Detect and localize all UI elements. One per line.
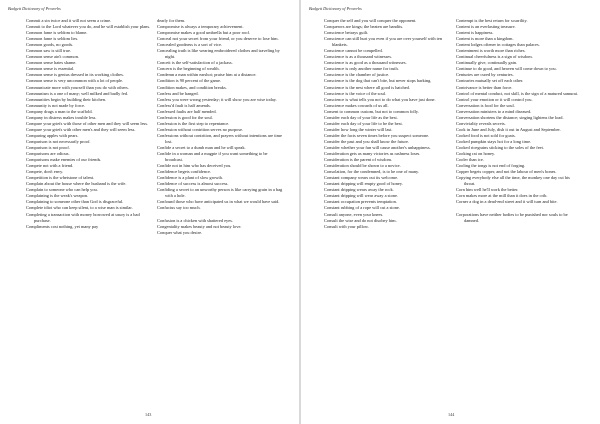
proverb-entry: Control of mental conduct, not skill, is the sign of a matured samurai. <box>456 90 579 96</box>
proverb-entry: Conscience makes cowards of us all. <box>324 102 389 108</box>
proverb-entry: Consideration is the parent of wisdom. <box>324 157 393 163</box>
proverb-entry: Complaining is the weak's weapon. <box>26 193 89 199</box>
proverb-entry: Conscience betrays guilt. <box>324 30 369 36</box>
page-number: 144 <box>448 412 455 417</box>
proverb-entry: dearly for them. <box>157 18 186 23</box>
proverb-entry: Continue to do good, and heaven will come down to you. <box>456 66 557 72</box>
proverb-entry: Constant company wears out its welcome. <box>324 175 399 181</box>
proverb-entry: Conceit is the self-satisfaction of a jackass. <box>157 60 233 66</box>
proverb-entry: Conquer the self and you will conquer the opponent. <box>324 18 417 23</box>
proverb-entry: Conversation is food for the soul. <box>456 102 515 108</box>
proverb-entry: Constant dripping wears away the rock. <box>324 187 394 193</box>
proverb-entry: Content is an everlasting treasure. <box>456 24 516 30</box>
proverb-entry: Consider each day of your life as the best. <box>324 114 398 120</box>
page-header: Badgett Dictionary of Proverbs <box>8 6 61 11</box>
proverb-entry: Centuries are cured by centuries. <box>456 72 514 78</box>
proverb-entry: Corn him well he'll work the better. <box>456 187 519 193</box>
proverb-entry: Complete idiot who can keep silent, to a wise man is similar. <box>26 205 133 211</box>
proverb-entry: Content is more than a kingdom. <box>456 36 514 42</box>
proverb-entry: Confide in a woman and a magpie if you want something to be broadcast. <box>157 151 268 163</box>
proverb-entry: Common sense ain't common. <box>26 54 79 60</box>
proverb-entry: Copper begets copper, and not the labour of men's bones. <box>456 169 557 175</box>
proverb-entry: Constant dripping will wear away a stone. <box>324 193 399 199</box>
proverb-entry: Company in distress makes trouble less. <box>26 114 97 120</box>
proverb-entry: Cooling the tongs is not end of forging. <box>456 163 526 169</box>
proverb-entry: Corn makes more at the mill than it does in the crib. <box>456 193 548 199</box>
proverb-entry: Consult with your pillow. <box>324 223 369 229</box>
proverb-entry: Congeniality makes beauty and not beauty love. <box>157 223 242 229</box>
proverb-entry: Consider each day of your life to be the best. <box>324 120 403 126</box>
proverb-entry: Contentment is worth more than riches. <box>456 48 526 54</box>
proverb-entry: Community is not made by force. <box>26 102 86 108</box>
proverb-entry: Confessions without contrition, and prayers without intentions are time lost. <box>157 132 282 144</box>
proverb-entry: Content is happiness. <box>456 30 494 36</box>
right-column-2 <box>456 18 582 224</box>
proverb-entry: Confessed faults are half mended. <box>157 108 217 114</box>
proverb-entry: Conscience is only another name for truth. <box>324 66 399 72</box>
proverb-entry: Confession is the first step to repentance. <box>157 120 230 126</box>
proverb-entry: Consent to common custom, but not to common folly. <box>324 108 419 114</box>
right-column-1 <box>324 18 450 230</box>
proverb-entry: Confound those who have anticipated us in what we would have said. <box>157 199 280 205</box>
proverb-entry: Confidence begets confidence. <box>157 169 212 175</box>
proverb-entry: Complain about the house where the husband is the wife. <box>26 181 127 187</box>
proverb-entry: Confusion is a chicken with shattered eyes. <box>157 217 233 223</box>
proverb-entry: Comparison is not necessarily proof. <box>26 138 91 144</box>
proverb-entry: Confiding a secret to an unworthy person is like carrying grain in a bag with a hole. <box>157 187 283 199</box>
proverb-entry: Conscience is as good as a thousand witnesses. <box>324 60 407 66</box>
proverb-entry: Content lodges oftener in cottages than palaces. <box>456 42 540 48</box>
proverb-entry: Conquerors are kings; the beaten are bandits. <box>324 24 404 30</box>
proverb-entry: Conviviality reveals secrets. <box>456 120 506 126</box>
proverb-entry: Constant occupation prevents temptation. <box>324 199 397 205</box>
proverb-entry: Confidence is a plant of slow growth. <box>157 175 223 181</box>
proverb-entry: Compete not with a friend. <box>26 163 74 169</box>
proverb-entry: Cooking rat on honey. <box>456 151 495 157</box>
proverb-entry: Conquer what you desire. <box>157 229 203 235</box>
proverb-entry: Conversation ministers to a mind diseased. <box>456 108 532 114</box>
proverb-entry: Compliments cost nothing, yet many pay <box>26 223 99 229</box>
proverb-entry: Comparisons make enemies of our friends. <box>26 157 102 163</box>
left-column-1 <box>26 18 152 230</box>
proverb-entry: Cook in June and July, dish it out in August and September. <box>456 126 561 132</box>
left-page <box>0 0 299 424</box>
proverb-entry: Contempt is the best return for scurrility. <box>456 18 528 23</box>
proverb-entry: Confess'd fault is half amends. <box>157 102 211 108</box>
proverb-entry: Condition is 90 percent of the game. <box>157 78 222 84</box>
page-header: Badgett Dictionary of Proverbs <box>309 6 362 11</box>
proverb-entry: Consideration gets as many victories as rashness loses. <box>324 151 421 157</box>
proverb-entry: Compromise makes a good umbrella but a poor roof. <box>157 30 251 36</box>
proverb-entry: Conscience cannot be compelled. <box>324 48 383 54</box>
proverb-entry: Conscience is the nest where all good is hatched. <box>324 84 410 90</box>
proverb-entry: Conscience is as a thousand witnesses. <box>324 54 393 60</box>
proverb-entry: Contrivance is better than force. <box>456 84 513 90</box>
proverb-entry: Confession is good for the soul. <box>157 114 213 120</box>
proverb-entry: Comparison is not proof. <box>26 144 70 150</box>
proverb-entry: Consult anyone, even your knees. <box>324 211 384 217</box>
proverb-entry: Commit to the Lord whatever you do, and he will establish your plans. <box>26 24 151 30</box>
proverb-entry: Common sense hates shame. <box>26 60 77 66</box>
proverb-entry: Conscience is the voice of the soul. <box>324 90 387 96</box>
proverb-entry: Confess and be hanged. <box>157 90 199 96</box>
proverb-entry: Comparing apples with pears. <box>26 132 79 138</box>
proverb-entry: Conceal not your secret from your friend, or you deserve to lose him. <box>157 36 279 42</box>
proverb-entry: Consolation, for the condemned, is to be one of many. <box>324 169 420 175</box>
proverb-entry: Corporations have neither bodies to be punished nor souls to be damned. <box>456 211 568 223</box>
proverb-entry: Conscience can still hurt you even if you are over yourself with ten blankets. <box>324 36 443 48</box>
proverb-entry: Confucius say too much. <box>157 205 201 211</box>
proverb-entry: Cooked food is not sold for goats. <box>456 132 516 138</box>
proverb-entry: Conscience is what tells you not to do what you have just done. <box>324 96 436 102</box>
proverb-entry: Complaining to someone other than God is disgraceful. <box>26 199 124 205</box>
proverb-entry: Common fame is seldom lies. <box>26 36 79 42</box>
proverb-entry: Compare your griefs with other men's and they will seem less. <box>26 126 136 132</box>
proverb-entry: Cooked ricegrains sticking to the soles of the feet. <box>456 144 544 150</box>
proverb-entry: Compare your griefs with those of other men and they will seem less. <box>26 120 149 126</box>
proverb-entry: Consideration should be shown to a novice. <box>324 163 401 169</box>
proverb-entry: Cooked pumpkin stays hot for a long time. <box>456 138 532 144</box>
right-page <box>301 0 600 424</box>
proverb-entry: Confide a secret to a dumb man and he will speak. <box>157 144 246 150</box>
proverb-entry: Confide not in him who has deceived you. <box>157 163 232 169</box>
proverb-entry: Common fame is seldom to blame. <box>26 30 88 36</box>
proverb-entry: Constant dripping will empty good of honey. <box>324 181 403 187</box>
proverb-entry: Copying everybody else all the time, the monkey one day cut his throat. <box>456 175 570 187</box>
proverb-entry: Comparisons are odious. <box>26 151 70 157</box>
proverb-entry: Concealed goodness is a sort of vice. <box>157 42 222 48</box>
proverb-entry: Confess you were wrong yesterday; it will show you are wise today. <box>157 96 277 102</box>
proverb-entry: Condemn a man within earshot; praise him at a distance. <box>157 72 257 78</box>
proverb-entry: Continual cheerfulness is a sign of wisdom. <box>456 54 533 60</box>
proverb-entry: Control your emotion or it will control you. <box>456 96 533 102</box>
proverb-entry: Communicate more with yourself than you do with others. <box>26 84 129 90</box>
proverb-entry: Common sense is genius dressed in its working clothes. <box>26 72 124 78</box>
proverb-entry: Contraries mutually set off each other. <box>456 78 524 84</box>
proverb-entry: Cooler than ice. <box>456 157 484 163</box>
proverb-entry: Concealing truth is like wearing embroidered clothes and traveling by night. <box>157 48 280 60</box>
proverb-entry: Compete, don't envy. <box>26 169 64 175</box>
proverb-entry: Consider how long the winter will last. <box>324 126 393 132</box>
proverb-entry: Consider the past and you shall know the future. <box>324 138 409 144</box>
proverb-entry: Confidence of success is almost success. <box>157 181 229 187</box>
proverb-entry: Company drags a man to the scaffold. <box>26 108 93 114</box>
proverb-entry: Conscience is the dog that can't bite, but never stops barking. <box>324 78 432 84</box>
proverb-entry: Conversation shortens the distance; singing lightens the load. <box>456 114 564 120</box>
proverb-entry: Competition is the whetstone of talent. <box>26 175 95 181</box>
page-number: 143 <box>145 412 152 417</box>
proverb-entry: Compromise is always a temporary achievement. <box>157 24 244 30</box>
proverb-entry: Communities begin by building their kitchen. <box>26 96 106 102</box>
proverb-entry: Communism is a one of many; well milked and badly fed. <box>26 90 129 96</box>
proverb-entry: Consult the wise and do not disobey him. <box>324 217 397 223</box>
proverb-entry: Continually give, continually gain. <box>456 60 518 66</box>
left-column-2 <box>157 18 283 236</box>
proverb-entry: Common goods, no goods. <box>26 42 74 48</box>
proverb-entry: Common sense is essential. <box>26 66 75 72</box>
proverb-entry: Conscience is the chamber of justice. <box>324 72 390 78</box>
proverb-entry: Corner a dog in a dead-end street and it will turn and bite. <box>456 199 558 205</box>
proverb-entry: Common sense is very uncommon with a lot of people. <box>26 78 124 84</box>
proverb-entry: Concern is the beginning of wealth. <box>157 66 220 72</box>
proverb-entry: Constant rubbing of a rope will cut a stone. <box>324 205 400 211</box>
proverb-entry: Consider the facts seven times before you suspect someone. <box>324 132 430 138</box>
proverb-entry: Complain to someone who can help you. <box>26 187 98 193</box>
proverb-entry: Condition makes, and condition breaks. <box>157 84 227 90</box>
proverb-entry: Commit a sin twice and it will not seem a crime. <box>26 18 112 23</box>
proverb-entry: Confession without contrition serves no purpose. <box>157 126 244 132</box>
proverb-entry: Consider whether your fun will cause another's unhappiness. <box>324 144 431 150</box>
proverb-entry: Completing a transaction with money borrowed at usury is a bad purchase. <box>26 211 140 223</box>
proverb-entry: Common saw is still true. <box>26 48 72 54</box>
